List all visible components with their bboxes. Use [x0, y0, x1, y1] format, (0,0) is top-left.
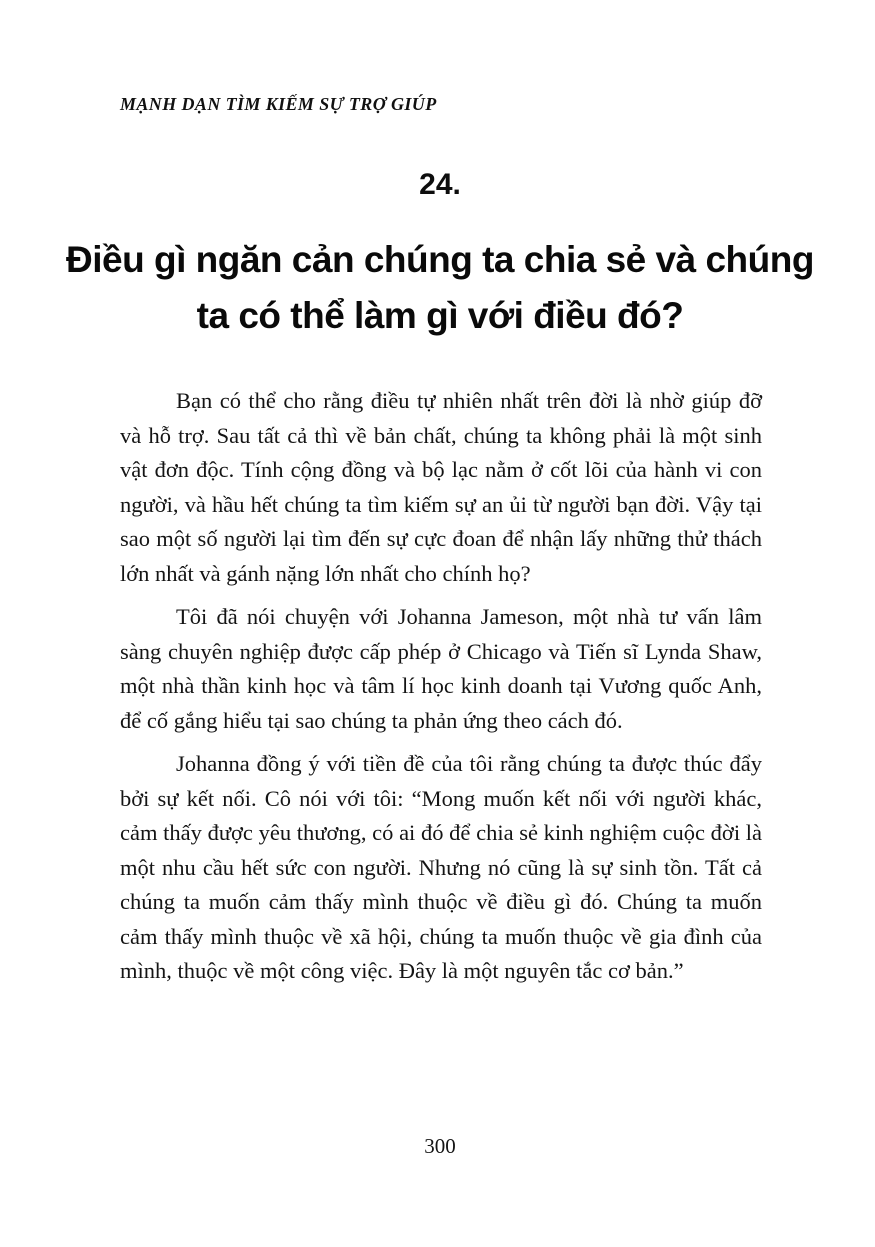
chapter-number: 24.	[419, 168, 461, 201]
running-header: MẠNH DẠN TÌM KIẾM SỰ TRỢ GIÚP	[120, 94, 437, 114]
paragraph: Bạn có thể cho rằng điều tự nhiên nhất trên đời là nhờ giúp đỡ và hỗ trợ. Sau tất cả thì về bản chất, chúng ta không phải là một sinh vật đơn độc. Tính cộng đồng và bộ lạc nằm ở cốt lõi của hành vi con người, và hầu hết chúng ta tìm kiếm sự an ủi từ người bạn đời. Vậy tại sao một số người lại tìm đến sự cực đoan để nhận lấy những thử thách lớn nhất và gánh nặng lớn nhất cho chính họ?	[120, 388, 762, 586]
chapter-title: Điều gì ngăn cản chúng ta chia sẻ và chúng ta có thể làm gì với điều đó?	[66, 239, 814, 336]
paragraph: Tôi đã nói chuyện với Johanna Jameson, một nhà tư vấn lâm sàng chuyên nghiệp được cấp phép ở Chicago và Tiến sĩ Lynda Shaw, một nhà thần kinh học và tâm lí học kinh doanh tại Vương quốc Anh, để cố gắng hiểu tại sao chúng ta phản ứng theo cách đó.	[120, 604, 762, 733]
page-number: 300	[424, 1134, 456, 1158]
body-text	[120, 384, 762, 998]
paragraph: Johanna đồng ý với tiền đề của tôi rằng chúng ta được thúc đẩy bởi sự kết nối. Cô nói với tôi: “Mong muốn kết nối với người khác, cảm thấy được yêu thương, có ai đó để chia sẻ kinh nghiệm cuộc đời là một nhu cầu hết sức con người. Nhưng nó cũng là sự sinh tồn. Tất cả chúng ta muốn cảm thấy mình thuộc về điều gì đó. Chúng ta muốn cảm thấy mình thuộc về xã hội, chúng ta muốn thuộc về gia đình của mình, thuộc về một công việc. Đây là một nguyên tắc cơ bản.”	[120, 751, 762, 983]
